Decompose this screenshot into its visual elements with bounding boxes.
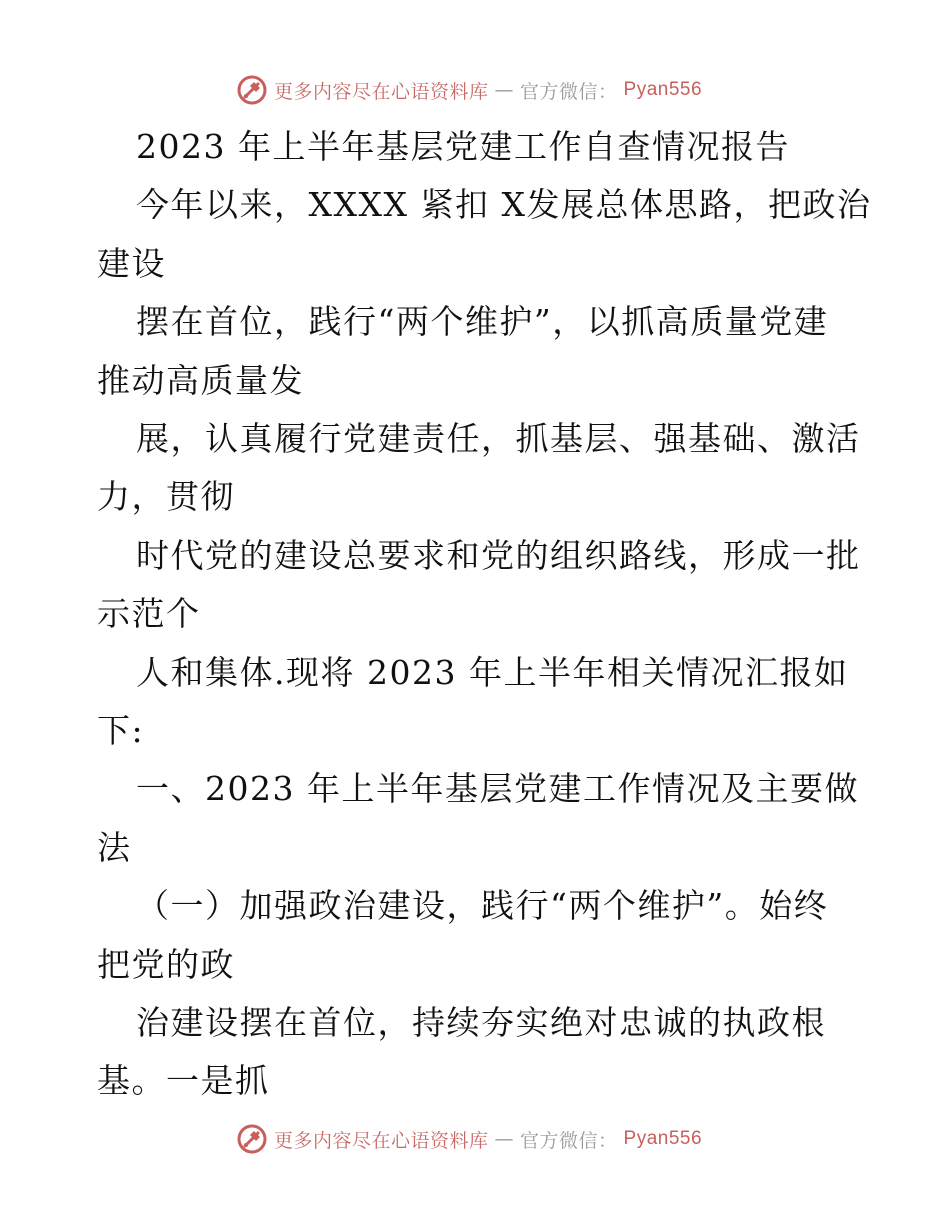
document-title: 2023 年上半年基层党建工作自查情况报告 xyxy=(136,127,790,166)
watermark-library-text: 更多内容尽在心语资料库 xyxy=(274,1129,489,1152)
document-line: 时代党的建设总要求和党的组织路线，形成一批 xyxy=(136,536,861,575)
watermark-wechat-id: Pyan556 xyxy=(623,1128,703,1149)
document-line: 展，认真履行党建责任，抓基层、强基础、激活 xyxy=(136,419,861,458)
document-line: 治建设摆在首位，持续夯实绝对忠诚的执政根 xyxy=(136,1003,826,1042)
pen-nib-logo-icon xyxy=(236,74,268,106)
document-line: 法 xyxy=(97,828,132,867)
watermark-separator: — xyxy=(494,1128,515,1150)
document-line: 推动高质量发 xyxy=(97,361,304,400)
watermark-footer xyxy=(236,1122,702,1156)
document-line: 今年以来，XXXX 紧扣 X发展总体思路，把政治 xyxy=(136,185,872,224)
document-line: 把党的政 xyxy=(97,945,235,984)
document-line: 人和集体.现将 2023 年上半年相关情况汇报如 xyxy=(136,653,849,692)
document-line: 建设 xyxy=(97,244,166,283)
pen-nib-logo-icon xyxy=(236,1123,268,1155)
watermark-header xyxy=(236,73,702,107)
watermark-official-label: 官方微信： xyxy=(520,1129,618,1152)
document-line: 摆在首位，践行“两个维护”，以抓高质量党建 xyxy=(136,302,829,341)
section-heading: 一、2023 年上半年基层党建工作情况及主要做 xyxy=(136,769,859,808)
subsection-heading: （一）加强政治建设，践行“两个维护”。始终 xyxy=(136,886,829,925)
watermark-official-label: 官方微信： xyxy=(520,80,618,103)
watermark-separator: — xyxy=(494,79,515,101)
document-line: 下: xyxy=(97,711,145,750)
document-line: 力，贯彻 xyxy=(97,477,235,516)
watermark-library-text: 更多内容尽在心语资料库 xyxy=(274,80,489,103)
watermark-wechat-id: Pyan556 xyxy=(623,79,703,100)
document-line: 基。一是抓 xyxy=(97,1061,270,1100)
document-line: 示范个 xyxy=(97,594,201,633)
